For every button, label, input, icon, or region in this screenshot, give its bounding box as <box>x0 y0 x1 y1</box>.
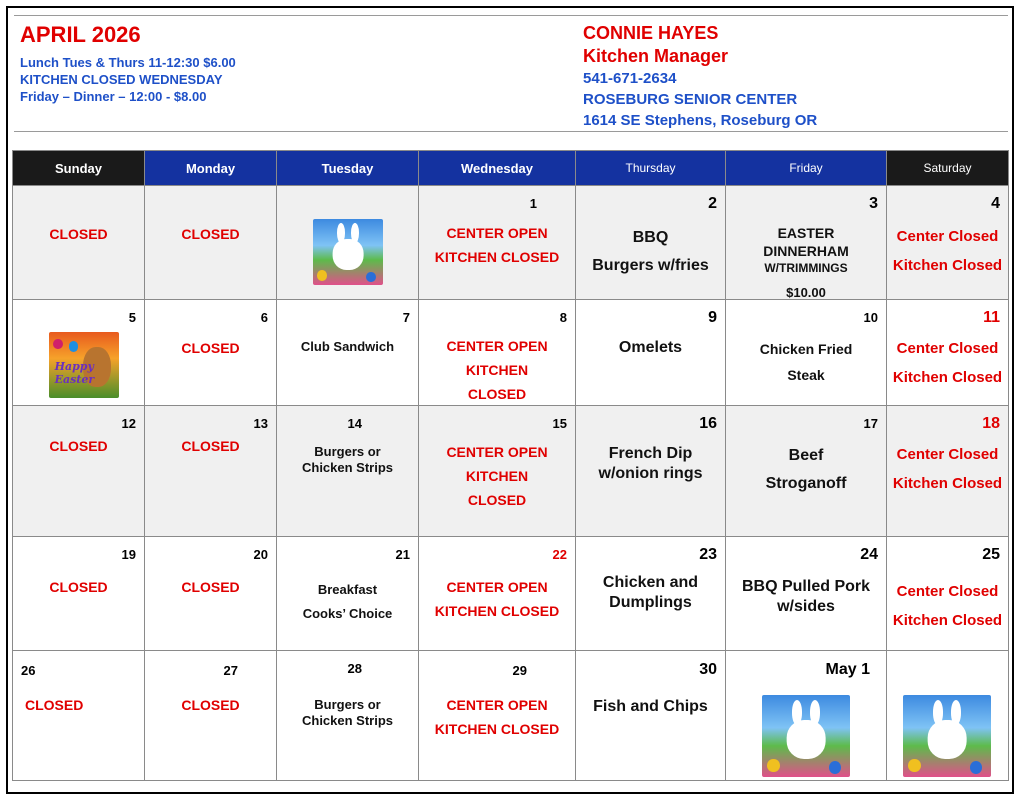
day-number: 28 <box>347 661 362 676</box>
day-number: May 1 <box>825 661 870 678</box>
day-header-friday: Friday <box>726 151 887 186</box>
menu-item <box>576 224 725 280</box>
center-closed-label: Center Closed <box>896 583 999 600</box>
day-note <box>419 221 575 269</box>
day-header-saturday: Saturday <box>887 151 1009 186</box>
menu-item <box>277 444 418 476</box>
week-row-2 <box>13 300 1009 406</box>
day-cell <box>277 186 419 300</box>
menu-line: Steak <box>787 367 825 383</box>
day-header-wednesday: Wednesday <box>419 151 576 186</box>
menu-line: W/TRIMMINGS <box>764 261 848 275</box>
menu-item: Omelets <box>618 339 683 356</box>
phone-number: 541-671-2634 <box>583 70 677 87</box>
day-number: 4 <box>991 195 1000 212</box>
closed-label: CLOSED <box>181 340 240 356</box>
menu-line: w/sides <box>777 598 835 615</box>
menu-line: Dumplings <box>609 594 692 611</box>
menu-line: Chicken Fried <box>759 341 853 357</box>
closed-label: CLOSED <box>181 226 240 242</box>
menu-line: Burgers or <box>314 697 381 712</box>
day-number: 29 <box>512 663 527 678</box>
day-number: 20 <box>253 547 268 562</box>
header-rule <box>14 131 1008 132</box>
week-row-5 <box>13 651 1009 781</box>
day-number: 14 <box>347 416 362 431</box>
menu-item <box>277 697 418 729</box>
day-cell <box>277 300 419 406</box>
day-number: 1 <box>529 196 537 211</box>
closed-label: CLOSED <box>181 697 240 713</box>
day-cell <box>576 537 726 651</box>
day-number: 21 <box>395 547 410 562</box>
closed-label: CLOSED <box>49 226 108 242</box>
day-cell <box>419 651 576 781</box>
day-cell <box>419 406 576 537</box>
kitchen-closed-label: Kitchen Closed <box>892 369 1003 386</box>
day-cell <box>13 406 145 537</box>
center-open-label: CENTER OPEN <box>446 338 548 354</box>
menu-line: Chicken Strips <box>301 713 394 728</box>
week-row-1 <box>13 186 1009 300</box>
menu-item <box>576 444 725 484</box>
day-number: 12 <box>121 416 136 431</box>
day-cell <box>419 300 576 406</box>
day-cell <box>277 537 419 651</box>
easter-bunny-image <box>762 695 850 777</box>
day-cell <box>726 537 887 651</box>
menu-item: Club Sandwich <box>300 339 395 354</box>
day-cell <box>145 406 277 537</box>
menu-item <box>726 442 886 498</box>
day-cell <box>726 406 887 537</box>
day-cell <box>145 537 277 651</box>
day-number: 13 <box>253 416 268 431</box>
closed-label: CLOSED <box>467 386 527 402</box>
menu-item <box>726 224 886 302</box>
menu-line: French Dip <box>608 445 693 462</box>
kitchen-closed-label: KITCHEN CLOSED <box>434 721 560 737</box>
address: 1614 SE Stephens, Roseburg OR <box>583 112 818 129</box>
day-cell <box>887 406 1009 537</box>
manager-name: CONNIE HAYES <box>583 23 719 43</box>
center-closed-label: Center Closed <box>896 446 999 463</box>
day-note <box>887 222 1008 280</box>
menu-item <box>576 573 725 613</box>
day-cell <box>726 651 887 781</box>
menu-price: $10.00 <box>786 285 826 300</box>
day-note <box>887 577 1008 635</box>
day-number: 22 <box>552 547 567 562</box>
kitchen-closed-label: Kitchen Closed <box>892 257 1003 274</box>
day-number: 5 <box>128 310 136 325</box>
day-number: 26 <box>21 663 36 678</box>
center-closed-label: Center Closed <box>896 228 999 245</box>
day-cell <box>145 651 277 781</box>
day-number: 23 <box>699 546 717 563</box>
day-number: 24 <box>860 546 878 563</box>
closed-label: CLOSED <box>25 697 84 713</box>
kitchen-closed-label: Kitchen Closed <box>892 475 1003 492</box>
day-number: 25 <box>982 546 1000 563</box>
day-header-monday: Monday <box>145 151 277 186</box>
day-number: 27 <box>223 663 238 678</box>
menu-item <box>726 336 886 388</box>
kitchen-closed-info: KITCHEN CLOSED WEDNESDAY <box>20 72 223 87</box>
menu-line: BBQ <box>632 229 669 246</box>
menu-item <box>726 577 886 617</box>
lunch-info: Lunch Tues & Thurs 11-12:30 $6.00 <box>20 55 236 70</box>
menu-line: Burgers w/fries <box>592 257 709 274</box>
happy-easter-image <box>49 332 119 398</box>
day-cell <box>13 537 145 651</box>
day-header-sunday: Sunday <box>13 151 145 186</box>
top-rule <box>14 15 1008 16</box>
day-cell <box>576 406 726 537</box>
day-number: 19 <box>121 547 136 562</box>
day-number: 18 <box>982 415 1000 432</box>
day-number: 7 <box>402 310 410 325</box>
kitchen-label: KITCHEN <box>465 468 529 484</box>
closed-label: CLOSED <box>181 438 240 454</box>
day-cell <box>576 186 726 300</box>
day-cell <box>419 186 576 300</box>
day-number: 3 <box>869 195 878 212</box>
day-cell <box>13 651 145 781</box>
menu-line: Breakfast <box>317 582 378 597</box>
day-number: 2 <box>708 195 717 212</box>
day-number: 6 <box>260 310 268 325</box>
day-cell <box>13 186 145 300</box>
center-open-label: CENTER OPEN <box>446 444 548 460</box>
weekday-header-row <box>13 151 1009 186</box>
kitchen-closed-label: KITCHEN CLOSED <box>434 249 560 265</box>
day-note <box>419 693 575 741</box>
day-note <box>419 575 575 623</box>
organization-name: ROSEBURG SENIOR CENTER <box>583 91 798 108</box>
day-number: 11 <box>983 309 1000 326</box>
menu-line: Beef <box>788 447 824 464</box>
day-cell <box>887 651 1009 781</box>
center-open-label: CENTER OPEN <box>446 225 548 241</box>
day-cell <box>887 300 1009 406</box>
closed-label: CLOSED <box>49 579 108 595</box>
day-number: 8 <box>559 310 567 325</box>
day-number: 15 <box>552 416 567 431</box>
menu-line: w/onion rings <box>598 465 703 482</box>
day-number: 16 <box>699 415 717 432</box>
week-row-4 <box>13 537 1009 651</box>
day-number: 17 <box>863 416 878 431</box>
header-left <box>20 22 236 105</box>
menu-item <box>277 578 418 626</box>
menu-line: Cooks’ Choice <box>302 606 393 621</box>
day-cell <box>13 300 145 406</box>
week-row-3 <box>13 406 1009 537</box>
menu-line: Stroganoff <box>765 475 847 492</box>
day-note <box>419 440 575 512</box>
day-cell <box>145 186 277 300</box>
easter-bunny-image <box>313 219 383 285</box>
day-cell <box>887 186 1009 300</box>
menu-line: BBQ Pulled Pork <box>741 578 871 595</box>
day-cell <box>277 406 419 537</box>
day-cell <box>277 651 419 781</box>
day-cell <box>726 186 887 300</box>
manager-role: Kitchen Manager <box>583 46 729 66</box>
menu-item: Fish and Chips <box>593 698 708 715</box>
day-number: 30 <box>699 661 717 678</box>
calendar-grid <box>12 150 1009 781</box>
day-cell <box>576 300 726 406</box>
day-note <box>887 334 1008 392</box>
day-cell <box>726 300 887 406</box>
center-closed-label: Center Closed <box>896 340 999 357</box>
closed-label: CLOSED <box>49 438 108 454</box>
closed-label: CLOSED <box>181 579 240 595</box>
friday-dinner-info: Friday – Dinner – 12:00 - $8.00 <box>20 89 207 104</box>
menu-line: Burgers or <box>314 444 381 459</box>
day-cell <box>419 537 576 651</box>
closed-label: CLOSED <box>467 492 527 508</box>
kitchen-label: KITCHEN <box>465 362 529 378</box>
menu-line: Chicken and <box>602 574 699 591</box>
day-note <box>419 334 575 406</box>
center-open-label: CENTER OPEN <box>446 579 548 595</box>
day-cell <box>576 651 726 781</box>
page-title: APRIL 2026 <box>20 22 141 47</box>
menu-line: Chicken Strips <box>301 460 394 475</box>
menu-line: EASTER <box>777 225 835 241</box>
kitchen-closed-label: KITCHEN CLOSED <box>434 603 560 619</box>
header-right <box>583 22 817 131</box>
center-open-label: CENTER OPEN <box>446 697 548 713</box>
day-cell <box>145 300 277 406</box>
day-header-thursday: Thursday <box>576 151 726 186</box>
day-note <box>887 440 1008 498</box>
day-number: 10 <box>863 310 878 325</box>
image-caption: Happy Easter <box>54 359 95 386</box>
day-number: 9 <box>708 309 717 326</box>
day-header-tuesday: Tuesday <box>277 151 419 186</box>
easter-bunny-image <box>903 695 991 777</box>
day-cell <box>887 537 1009 651</box>
kitchen-closed-label: Kitchen Closed <box>892 612 1003 629</box>
menu-line: DINNERHAM <box>763 243 849 259</box>
